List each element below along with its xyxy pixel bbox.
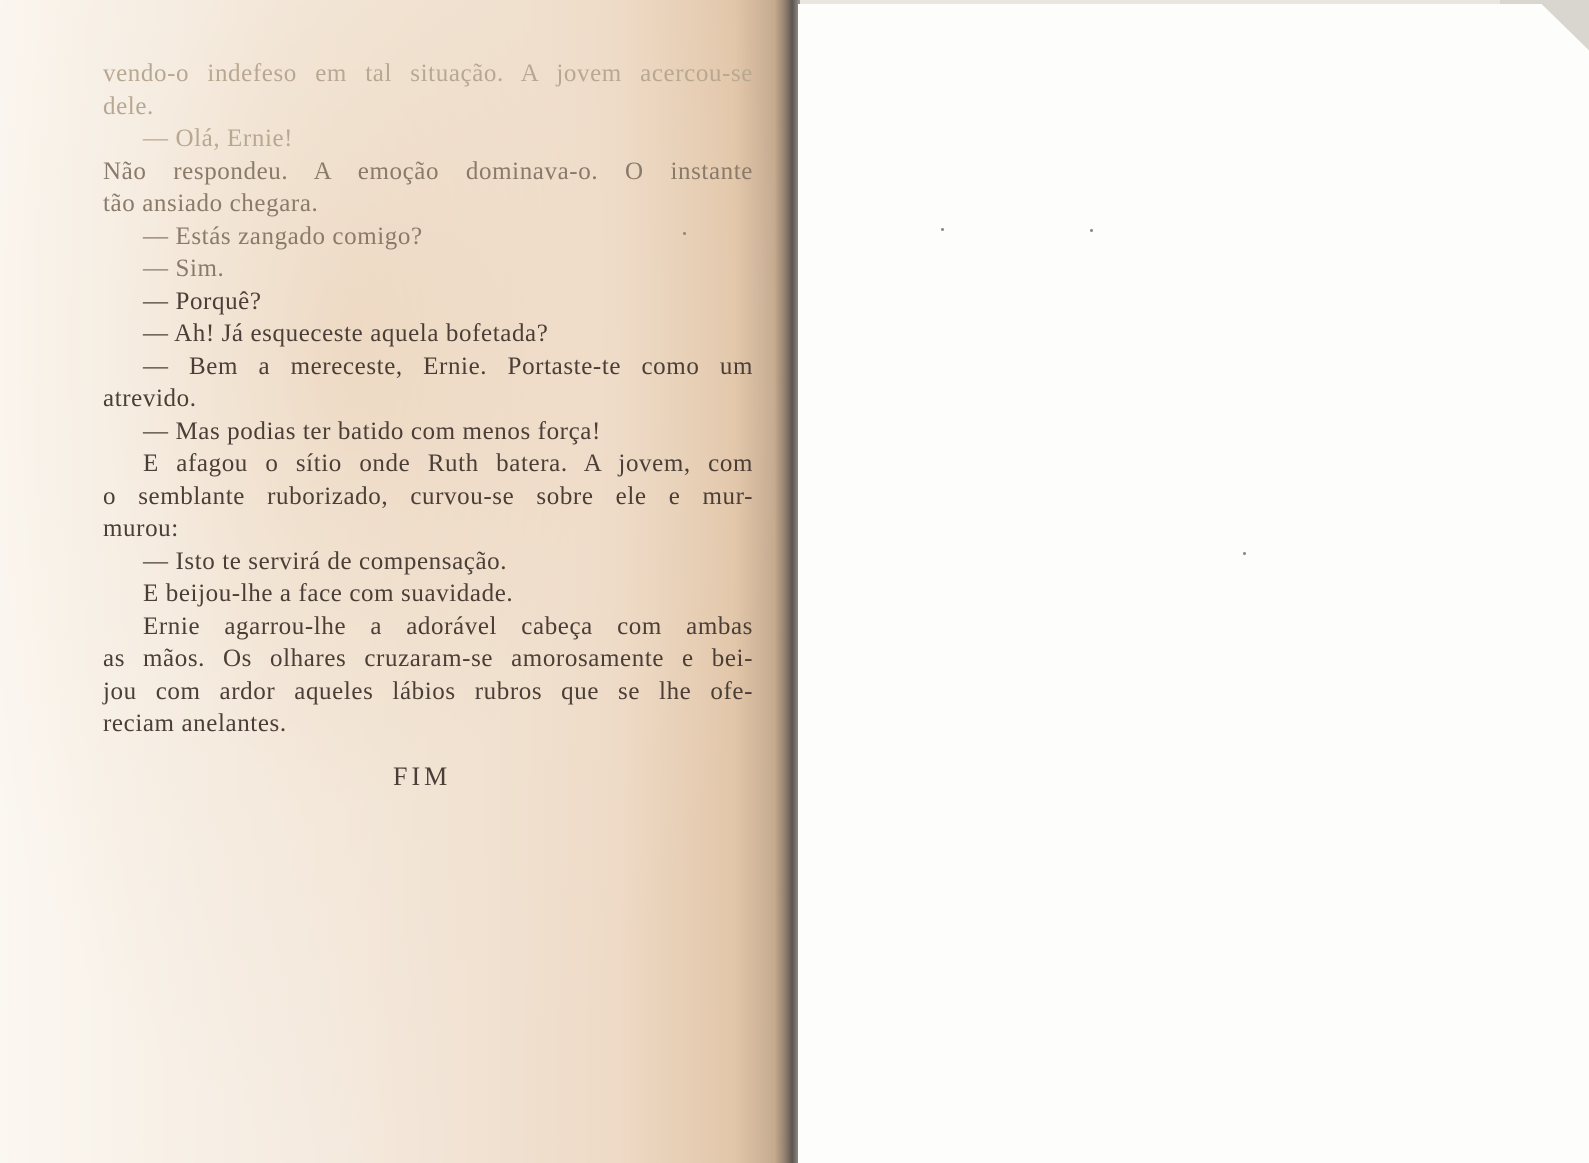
book-gutter [774, 0, 800, 1163]
text-line: o semblante ruborizado, curvou-se sobre ele e mur- [103, 482, 753, 510]
left-page [0, 0, 790, 1163]
text-line: vendo-o indefeso em tal situação. A jovem acercou-se [103, 60, 753, 87]
text-line: — Sim. [143, 255, 225, 282]
right-page-blank [798, 4, 1589, 1163]
text-line: atrevido. [103, 385, 197, 412]
text-line: E afagou o sítio onde Ruth batera. A jovem, com [143, 450, 753, 477]
text-line: reciam anelantes. [103, 710, 287, 737]
page-text [103, 58, 753, 741]
text-line: — Bem a mereceste, Ernie. Portaste-te como um [143, 352, 753, 380]
text-line: — Isto te servirá de compensação. [143, 547, 508, 575]
text-line: tão ansiado chegara. [103, 190, 319, 217]
text-line: — Olá, Ernie! [143, 125, 294, 152]
text-line: — Mas podias ter batido com menos força! [143, 417, 601, 445]
paper-speck [1090, 229, 1093, 232]
text-line: Não respondeu. A emoção dominava-o. O instante [103, 157, 753, 185]
text-line: — Porquê? [143, 287, 262, 315]
paper-speck [683, 232, 686, 235]
text-line: as mãos. Os olhares cruzaram-se amorosamente e bei- [103, 645, 753, 672]
text-line: — Ah! Já esqueceste aquela bofetada? [143, 320, 549, 347]
text-line: jou com ardor aqueles lábios rubros que se lhe ofe- [103, 677, 753, 705]
end-mark: FIM [393, 762, 452, 791]
text-line: — Estás zangado comigo? [143, 222, 423, 250]
text-line: E beijou-lhe a face com suavidade. [143, 580, 514, 607]
text-line: murou: [103, 515, 179, 542]
paper-speck [941, 228, 944, 231]
paper-speck [1243, 552, 1246, 555]
text-line: dele. [103, 92, 154, 120]
text-line: Ernie agarrou-lhe a adorável cabeça com ambas [143, 612, 753, 640]
